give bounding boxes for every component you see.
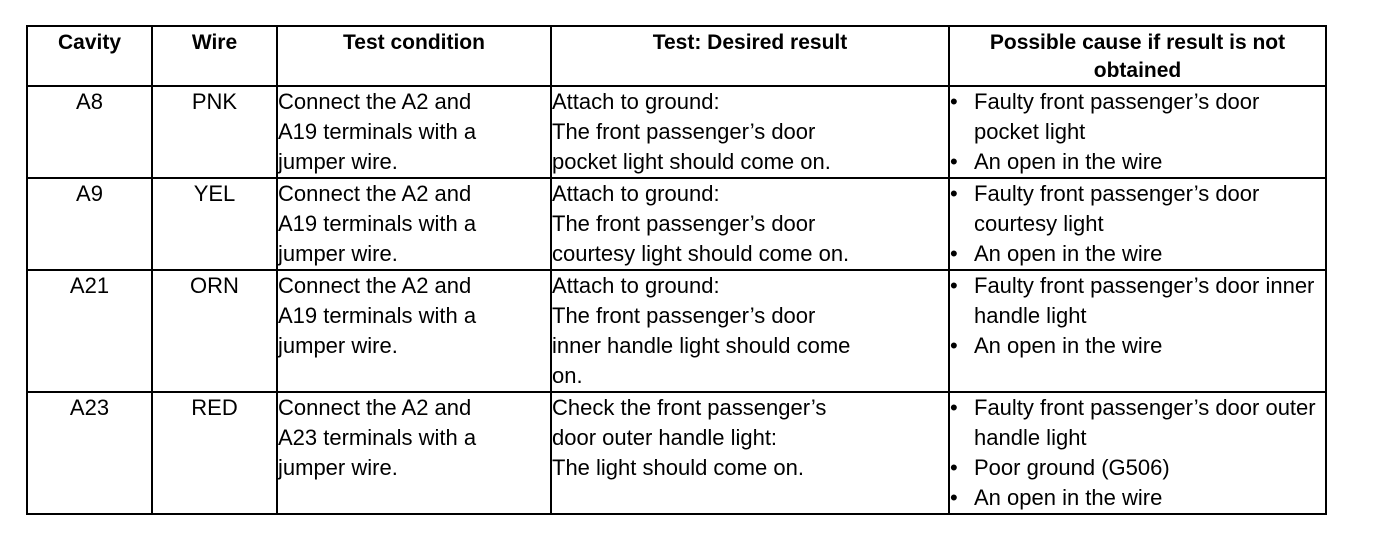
condition-line: Connect the A2 and bbox=[278, 89, 472, 114]
condition-line: jumper wire. bbox=[278, 333, 398, 358]
desired-result-cell bbox=[551, 86, 949, 178]
possible-cause-cell bbox=[949, 392, 1326, 514]
wire-cell: YEL bbox=[152, 178, 277, 270]
condition-line: jumper wire. bbox=[278, 455, 398, 480]
table-row bbox=[27, 270, 1326, 392]
cavity-cell: A21 bbox=[27, 270, 152, 392]
wire-cell: PNK bbox=[152, 86, 277, 178]
header-desired-result: Test: Desired result bbox=[551, 26, 949, 86]
test-condition-cell bbox=[277, 178, 551, 270]
test-condition-cell bbox=[277, 270, 551, 392]
header-cavity: Cavity bbox=[27, 26, 152, 86]
bullet-icon: • bbox=[950, 455, 958, 480]
cavity-cell: A23 bbox=[27, 392, 152, 514]
cause-item: • Faulty front passenger’s door outer handle light bbox=[950, 395, 1316, 450]
cause-item: • An open in the wire bbox=[950, 483, 1325, 513]
cause-item: • Poor ground (G506) bbox=[950, 453, 1325, 483]
result-line: inner handle light should come bbox=[552, 333, 851, 358]
header-row bbox=[27, 26, 1326, 86]
bullet-icon: • bbox=[950, 333, 958, 358]
header-test-condition: Test condition bbox=[277, 26, 551, 86]
condition-line: jumper wire. bbox=[278, 241, 398, 266]
result-line: The front passenger’s door bbox=[552, 211, 816, 236]
diagnostic-table bbox=[26, 25, 1327, 515]
bullet-icon: • bbox=[950, 241, 958, 266]
cavity-cell: A9 bbox=[27, 178, 152, 270]
bullet-icon: • bbox=[950, 273, 958, 298]
wire-cell: RED bbox=[152, 392, 277, 514]
cavity-cell: A8 bbox=[27, 86, 152, 178]
result-line: courtesy light should come on. bbox=[552, 241, 850, 266]
possible-cause-cell bbox=[949, 178, 1326, 270]
condition-line: A23 terminals with a bbox=[278, 425, 477, 450]
result-line: Attach to ground: bbox=[552, 181, 720, 206]
bullet-icon: • bbox=[950, 149, 958, 174]
condition-line: Connect the A2 and bbox=[278, 395, 472, 420]
desired-result-cell bbox=[551, 392, 949, 514]
desired-result-cell bbox=[551, 270, 949, 392]
test-condition-cell bbox=[277, 392, 551, 514]
result-line: The front passenger’s door bbox=[552, 119, 816, 144]
result-line: The light should come on. bbox=[552, 455, 804, 480]
wire-cell: ORN bbox=[152, 270, 277, 392]
cause-item: • Faulty front passenger’s door inner handle light bbox=[950, 273, 1315, 328]
result-line: Attach to ground: bbox=[552, 273, 720, 298]
possible-cause-cell bbox=[949, 270, 1326, 392]
condition-line: jumper wire. bbox=[278, 149, 398, 174]
result-line: on. bbox=[552, 363, 583, 388]
result-line: The front passenger’s door bbox=[552, 303, 816, 328]
cause-item: • An open in the wire bbox=[950, 331, 1325, 361]
header-wire: Wire bbox=[152, 26, 277, 86]
desired-result-cell bbox=[551, 178, 949, 270]
bullet-icon: • bbox=[950, 89, 958, 114]
bullet-icon: • bbox=[950, 181, 958, 206]
result-line: Attach to ground: bbox=[552, 89, 720, 114]
header-possible-cause: Possible cause if result is not obtained bbox=[949, 26, 1326, 86]
cause-item: • An open in the wire bbox=[950, 147, 1325, 177]
bullet-icon: • bbox=[950, 395, 958, 420]
condition-line: A19 terminals with a bbox=[278, 119, 477, 144]
table-row bbox=[27, 392, 1326, 514]
bullet-icon: • bbox=[950, 485, 958, 510]
possible-cause-cell bbox=[949, 86, 1326, 178]
condition-line: A19 terminals with a bbox=[278, 211, 477, 236]
condition-line: Connect the A2 and bbox=[278, 181, 472, 206]
condition-line: A19 terminals with a bbox=[278, 303, 477, 328]
result-line: Check the front passenger’s bbox=[552, 395, 827, 420]
cause-item: • Faulty front passenger’s door pocket light bbox=[950, 89, 1260, 144]
cause-item: • An open in the wire bbox=[950, 239, 1325, 269]
condition-line: Connect the A2 and bbox=[278, 273, 472, 298]
result-line: door outer handle light: bbox=[552, 425, 778, 450]
table-row bbox=[27, 178, 1326, 270]
cause-item: • Faulty front passenger’s door courtesy light bbox=[950, 181, 1260, 236]
result-line: pocket light should come on. bbox=[552, 149, 831, 174]
test-condition-cell bbox=[277, 86, 551, 178]
table-row bbox=[27, 86, 1326, 178]
